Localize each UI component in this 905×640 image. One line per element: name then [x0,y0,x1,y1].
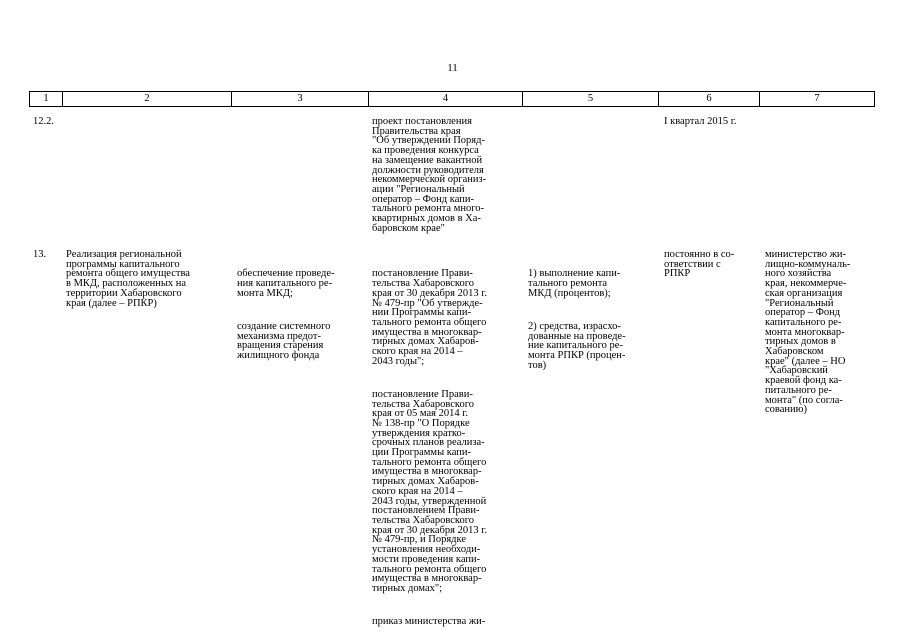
row-13-measure: Реализация региональной программы капитального ремонта общего имущества в МКД, расположенных на территории Хабаровского края (далее – РПКР) [66,249,190,309]
header-col-4: 4 [369,92,523,106]
table-header-row [29,91,875,107]
row-13-indicators [528,250,626,380]
header-col-7: 7 [814,93,820,104]
row-12-2-number: 12.2. [33,116,54,127]
header-col-3: 3 [232,92,369,106]
row-13-deadline: постоянно в со- ответствии с РПКР [664,249,735,280]
row-13-legal-act: постановление Прави- тельства Хабаровского края от 30 декабря 2013 г. № 479-пр "Об утвержде- нии Программы капи- тального ремонта общего имущества в многоквар- тирных домах Хабаров- ского края на 2014 – 2043 годы"; [372,268,487,367]
header-col-5: 5 [523,92,659,106]
row-13-goal: обеспечение проведе- ния капитального ре- монта МКД; [237,268,335,299]
row-13-indicator: 2) средства, израсхо- дованные на проведе- ние капитального ре- монта РПКР (процен- тов) [528,320,626,371]
row-13-legal-acts [372,250,487,636]
row-13-responsible: министерство жи- лищно-коммуналь- ного хозяйства края, некоммерче- ская организация "Региональный оператор – Фонд капитального ре- монта многоквар- тирных домов в Хабаровском крае" (далее – НО "Хабаровский краевой фонд ка- питального ре- монта" (по согла- сованию) [765,249,851,416]
row-13-goal: создание системного механизма предот- вращения старения жилищного фонда [237,320,331,362]
header-col-1: 1 [30,92,63,106]
header-col-6: 6 [659,92,760,106]
row-13-goals [237,250,335,370]
row-13-indicator: 1) выполнение капи- тального ремонта МКД (процентов); [528,268,621,299]
row-13-legal-act: постановление Прави- тельства Хабаровского края от 05 мая 2014 г. № 138-пр "О Порядке утверждения кратко- срочных планов реализа- ции Программы капи- тального ремонта общего имущества в многоквар- тирных домах Хабаров- ского края на 2014 – 2043 годы, утвержденной постановлением Прави- тельства Хабаровского края от 30 декабря 2013 г. № 479-пр, и Порядке установления необходи- мости проведения капи- тального ремонта общего имущества в многоквар- тирных домах"; [372,388,487,594]
row-13-legal-act: приказ министерства жи- [372,616,486,628]
row-12-2-deadline: I квартал 2015 г. [664,116,737,127]
row-12-2-legal-act: проект постановления Правительства края "Об утверждении Поряд- ка проведения конкурса на замещение вакантной должности руководителя некоммерческой организ- ации "Региональный оператор – Фонд капи- тального ремонта много- квартирных домов в Ха- баровском крае" [372,116,487,234]
row-13-number: 13. [33,249,47,260]
header-col-2: 2 [63,92,232,106]
page-number: 11 [447,62,458,74]
